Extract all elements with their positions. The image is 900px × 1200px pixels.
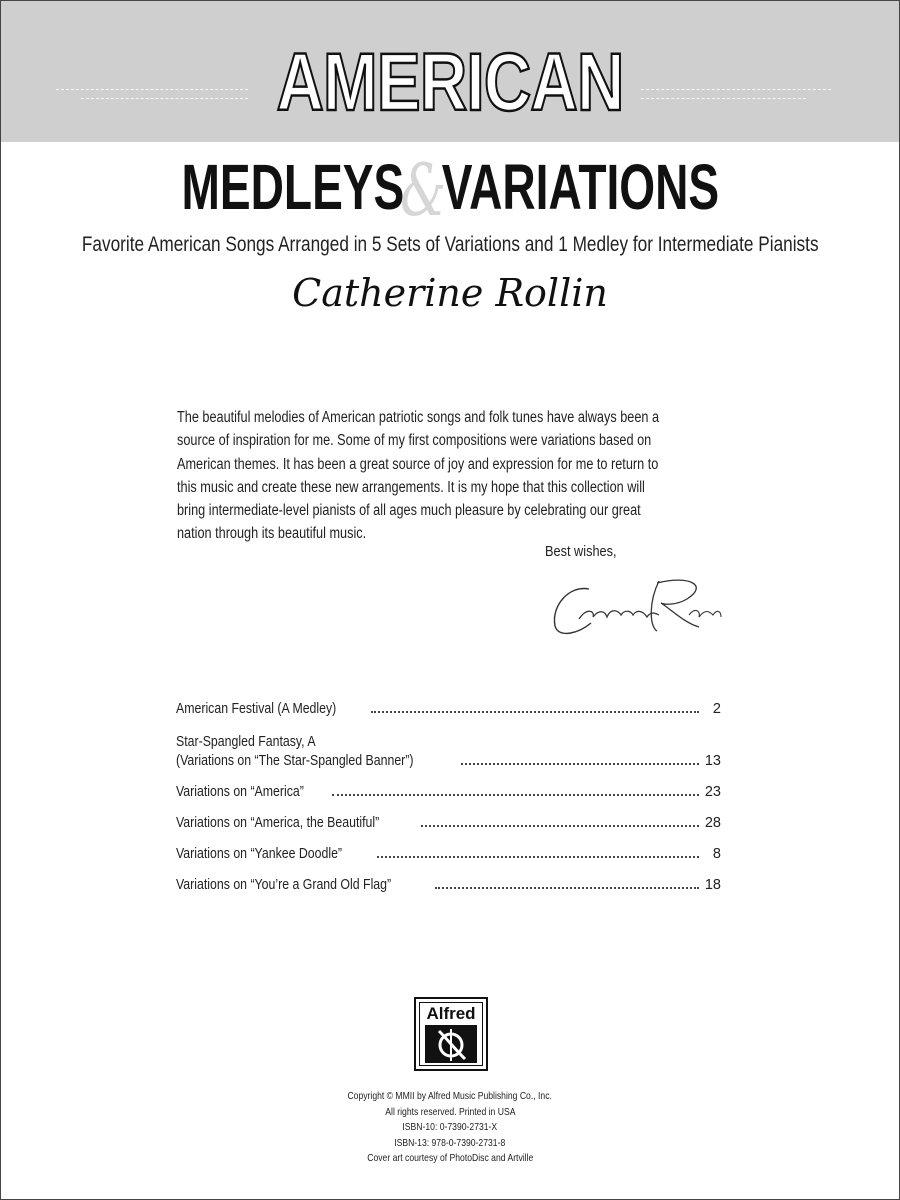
logo-text: Alfred: [426, 1004, 476, 1023]
intro-line: bring intermediate-level pianists of all ages much pleasure by celebrating our great: [177, 502, 641, 520]
toc-page-number: 8: [712, 846, 721, 862]
treble-clef-emblem-icon: [425, 1025, 477, 1063]
toc-leader-dots: [435, 887, 699, 889]
toc-row[interactable]: [176, 877, 721, 898]
signature-image: [549, 571, 724, 646]
subtitle-text: Favorite American Songs Arranged in 5 Sets of Variations and 1 Medley for Intermediate Pianists: [81, 233, 819, 256]
toc-leader-dots: [461, 763, 698, 765]
toc-page-number: 18: [704, 877, 721, 893]
copyright-block: [1, 1089, 899, 1167]
toc-title: Variations on “America, the Beautiful”: [176, 815, 380, 831]
toc-row[interactable]: [176, 846, 721, 867]
title-variations: VARIATIONS: [441, 151, 719, 223]
toc-leader-dots: [421, 825, 699, 827]
copyright-line: ISBN-13: 978-0-7390-2731-8: [394, 1136, 506, 1149]
intro-line: nation through its beautiful music.: [177, 525, 367, 543]
intro-line: The beautiful melodies of American patriotic songs and folk tunes have always been a: [177, 409, 660, 426]
intro-paragraph: [177, 406, 737, 546]
copyright-line: Cover art courtesy of PhotoDisc and Artville: [366, 1152, 534, 1164]
table-of-contents: [176, 701, 721, 908]
toc-page-number: 28: [704, 815, 721, 831]
toc-title: Variations on “America”: [176, 784, 304, 800]
copyright-line: Copyright © MMII by Alfred Music Publishing Co., Inc.: [347, 1090, 553, 1102]
subtitle: [1, 233, 899, 257]
title-medleys-variations: [1, 148, 899, 232]
toc-row[interactable]: [176, 815, 721, 836]
toc-title: American Festival (A Medley): [176, 701, 337, 717]
toc-page-number: 23: [704, 784, 721, 800]
copyright-line: All rights reserved. Printed in USA: [384, 1105, 516, 1118]
toc-row[interactable]: [176, 701, 721, 722]
toc-row[interactable]: [176, 784, 721, 805]
title-ampersand: &: [399, 148, 446, 232]
toc-leader-dots: [371, 711, 699, 713]
toc-title: Variations on “You’re a Grand Old Flag”: [176, 877, 392, 893]
header-band: [1, 1, 899, 142]
title-american: AMERICAN: [276, 37, 624, 128]
author-name: Catherine Rollin: [292, 271, 608, 315]
toc-title: Variations on “Yankee Doodle”: [176, 846, 343, 862]
intro-line: source of inspiration for me. Some of my first compositions were variations based on: [177, 432, 652, 450]
toc-page-number: 2: [712, 701, 721, 717]
alfred-logo: [414, 997, 488, 1071]
closing-salutation: Best wishes,: [545, 543, 617, 560]
intro-line: American themes. It has been a great source of joy and expression for me to return to: [177, 455, 659, 473]
toc-row[interactable]: [176, 732, 721, 774]
title-medleys: MEDLEYS: [181, 151, 404, 223]
copyright-line: ISBN-10: 0-7390-2731-X: [402, 1121, 498, 1133]
intro-line: this music and create these new arrangements. It is my hope that this collection will: [177, 478, 645, 496]
toc-page-number: 13: [704, 753, 721, 769]
toc-title: Star-Spangled Fantasy, A: [176, 734, 316, 750]
toc-subtitle: (Variations on “The Star-Spangled Banner”): [176, 753, 414, 769]
toc-leader-dots: [377, 856, 699, 858]
toc-leader-dots: [332, 794, 698, 796]
